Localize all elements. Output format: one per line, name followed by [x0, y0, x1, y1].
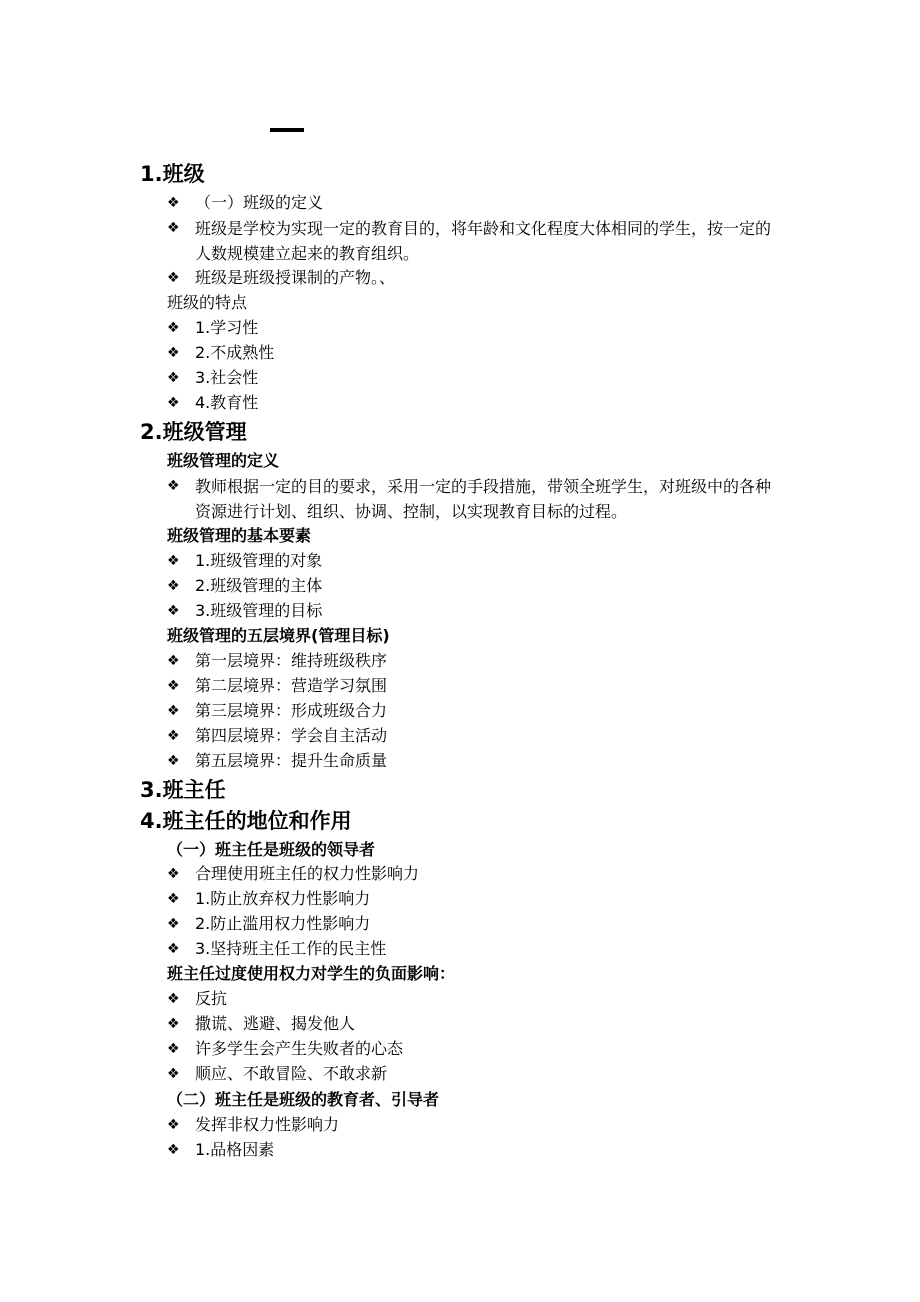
diamond-bullet-icon: ❖	[167, 653, 180, 669]
diamond-bullet-icon: ❖	[167, 916, 180, 932]
subheading-management-definition: 班级管理的定义	[167, 451, 280, 470]
diamond-bullet-icon: ❖	[167, 1066, 180, 1082]
diamond-bullet-icon: ❖	[167, 220, 180, 236]
diamond-bullet-icon: ❖	[167, 703, 180, 719]
diamond-bullet-icon: ❖	[167, 195, 180, 211]
diamond-bullet-icon: ❖	[167, 891, 180, 907]
diamond-bullet-icon: ❖	[167, 603, 180, 619]
heading-head-teacher-role: 4.班主任的地位和作用	[140, 809, 352, 833]
diamond-bullet-icon: ❖	[167, 395, 180, 411]
diamond-bullet-icon: ❖	[167, 678, 180, 694]
diamond-bullet-icon: ❖	[167, 991, 180, 1007]
diamond-bullet-icon: ❖	[167, 728, 180, 744]
title-rule	[270, 128, 304, 132]
list-item: ❖ 班级是学校为实现一定的教育目的，将年龄和文化程度大体相同的学生，按一定的人数规模建立起来的教育组织。	[167, 216, 757, 266]
diamond-bullet-icon: ❖	[167, 753, 180, 769]
subheading-leader: （一）班主任是班级的领导者	[167, 840, 376, 859]
diamond-bullet-icon: ❖	[167, 270, 180, 286]
subheading-class-features: 班级的特点	[167, 293, 248, 312]
diamond-bullet-icon: ❖	[167, 1041, 180, 1057]
diamond-bullet-icon: ❖	[167, 370, 180, 386]
diamond-bullet-icon: ❖	[167, 345, 180, 361]
diamond-bullet-icon: ❖	[167, 478, 180, 494]
diamond-bullet-icon: ❖	[167, 1142, 180, 1158]
list-item: ❖ 教师根据一定的目的要求，采用一定的手段措施，带领全班学生，对班级中的各种资源进行计划、组织、协调、控制，以实现教育目标的过程。	[167, 474, 757, 524]
heading-head-teacher: 3.班主任	[140, 778, 226, 802]
heading-class: 1.班级	[140, 162, 205, 186]
subheading-management-elements: 班级管理的基本要素	[167, 526, 312, 545]
diamond-bullet-icon: ❖	[167, 1016, 180, 1032]
diamond-bullet-icon: ❖	[167, 1117, 180, 1133]
subheading-educator: （二）班主任是班级的教育者、引导者	[167, 1090, 440, 1109]
diamond-bullet-icon: ❖	[167, 320, 180, 336]
heading-class-management: 2.班级管理	[140, 420, 247, 444]
subheading-negative-effects: 班主任过度使用权力对学生的负面影响：	[167, 964, 456, 983]
subheading-management-levels: 班级管理的五层境界(管理目标)	[167, 626, 390, 645]
diamond-bullet-icon: ❖	[167, 866, 180, 882]
diamond-bullet-icon: ❖	[167, 578, 180, 594]
diamond-bullet-icon: ❖	[167, 553, 180, 569]
diamond-bullet-icon: ❖	[167, 941, 180, 957]
